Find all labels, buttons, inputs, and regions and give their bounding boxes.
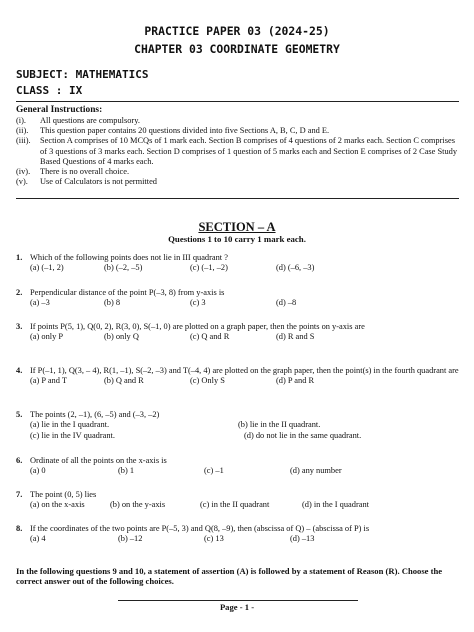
option-d: (d) –8 xyxy=(276,298,297,308)
options-row xyxy=(30,376,459,386)
section-title: SECTION – A xyxy=(198,220,276,234)
option-c: (c) 13 xyxy=(204,534,224,544)
option-a: (a) (–1, 2) xyxy=(30,263,64,273)
question-text: Ordinate of all the points on the x-axis is xyxy=(30,456,167,465)
question-5 xyxy=(16,410,459,441)
question-2 xyxy=(16,288,459,309)
option-a: (a) 0 xyxy=(30,466,46,476)
instruction-item xyxy=(16,136,459,167)
assertion-reason-note: In the following questions 9 and 10, a statement of assertion (A) is followed by a statement of Reason (R). Choose the correct answer out of the following choices. xyxy=(16,566,443,587)
section-subtitle: Questions 1 to 10 carry 1 mark each. xyxy=(168,234,306,244)
subject-label: SUBJECT: MATHEMATICS xyxy=(16,68,149,81)
options-row xyxy=(30,298,459,308)
option-d: (d) R and S xyxy=(276,332,315,342)
instructions-heading: General Instructions: xyxy=(16,105,103,115)
option-c: (c) (–1, –2) xyxy=(190,263,228,273)
instruction-text: There is no overall choice. xyxy=(40,167,130,177)
option-d: (d) do not lie in the same quadrant. xyxy=(244,430,362,440)
option-b: (b) 1 xyxy=(118,466,135,476)
options-row xyxy=(30,420,459,430)
option-b: (b) on the y-axis xyxy=(110,500,166,510)
question-7 xyxy=(16,490,459,511)
option-b: (b) only Q xyxy=(104,332,139,342)
option-c: (c) in the II quadrant xyxy=(200,500,270,510)
question-text: The points (2, –1), (6, –5) and (–3, –2) xyxy=(30,410,160,419)
option-a: (a) –3 xyxy=(30,298,50,308)
instruction-text: This question paper contains 20 questions divided into five Sections A, B, C, D and E. xyxy=(40,126,330,136)
option-d: (d) (–6, –3) xyxy=(276,263,315,273)
question-number: 3. xyxy=(16,322,23,331)
instruction-number: (iii). xyxy=(16,136,31,146)
question-6 xyxy=(16,456,459,477)
page-number: Page - 1 - xyxy=(219,602,255,612)
option-c: (c) 3 xyxy=(190,298,206,308)
instruction-text: Section A comprises of 10 MCQs of 1 mark each. Section B comprises of 4 questions of 2 marks each. Section C comprises of 3 questions of 3 marks each. Section D comprises of 1 question of 5 marks each and Section E comprises of 2 Case Study Based Questions of 4 marks each. xyxy=(40,136,458,166)
question-text: If points P(5, 1), Q(0, 2), R(3, 0), S(–1, 0) are plotted on a graph paper, then the points on y-axis are xyxy=(30,322,365,331)
question-number: 6. xyxy=(16,456,23,465)
question-text: If the coordinates of the two points are P(–5, 3) and Q(8, –9), then (abscissa of Q) – (abscissa of P) is xyxy=(30,524,370,533)
chapter-title: CHAPTER 03 COORDINATE GEOMETRY xyxy=(134,42,340,56)
option-c: (c) Only S xyxy=(190,376,225,386)
instruction-item xyxy=(16,167,459,177)
option-b: (b) Q and R xyxy=(104,376,144,386)
option-d: (d) –13 xyxy=(290,534,315,544)
options-row xyxy=(30,534,459,544)
question-number: 4. xyxy=(16,366,23,375)
instruction-number: (v). xyxy=(16,177,28,187)
option-b: (b) (–2, –5) xyxy=(104,263,143,273)
question-number: 2. xyxy=(16,288,23,297)
options-row xyxy=(30,263,459,273)
option-b: (b) lie in the II quadrant. xyxy=(238,420,321,430)
option-c: (c) –1 xyxy=(204,466,224,476)
question-number: 8. xyxy=(16,524,23,533)
paper-title: PRACTICE PAPER 03 (2024-25) xyxy=(144,24,330,38)
option-c: (c) lie in the IV quadrant. xyxy=(30,430,115,440)
instruction-number: (i). xyxy=(16,116,26,125)
option-a: (a) on the x-axis xyxy=(30,500,85,510)
option-c: (c) Q and R xyxy=(190,332,230,342)
instruction-item xyxy=(16,116,459,126)
question-text: The point (0, 5) lies xyxy=(30,490,97,499)
instruction-item xyxy=(16,126,459,136)
question-number: 1. xyxy=(16,253,23,262)
option-d: (d) any number xyxy=(290,466,342,476)
question-text: Perpendicular distance of the point P(–3, 8) from y-axis is xyxy=(30,288,225,297)
divider-instructions xyxy=(16,198,459,199)
footer-divider xyxy=(118,600,358,601)
question-8 xyxy=(16,524,459,545)
question-text: Which of the following points does not lie in III quadrant ? xyxy=(30,253,228,262)
question-text: If P(–1, 1), Q(3, – 4), R(1, –1), S(–2, –3) and T(–4, 4) are plotted on the graph paper, then the point(s) in the fourth quadrant are xyxy=(30,366,459,375)
class-label: CLASS : IX xyxy=(16,84,83,97)
instruction-number: (ii). xyxy=(16,126,29,136)
option-b: (b) –12 xyxy=(118,534,143,544)
instructions-list xyxy=(16,116,459,187)
option-a: (a) 4 xyxy=(30,534,46,544)
question-3 xyxy=(16,322,459,343)
instruction-item xyxy=(16,177,459,187)
section-heading xyxy=(0,220,474,235)
option-a: (a) lie in the I quadrant. xyxy=(30,420,110,430)
question-4 xyxy=(16,366,459,387)
option-d: (d) in the I quadrant xyxy=(302,500,369,510)
option-a: (a) only P xyxy=(30,332,64,342)
instruction-text: All questions are compulsory. xyxy=(40,116,140,125)
options-row xyxy=(30,332,459,342)
question-1 xyxy=(16,253,459,274)
divider-top xyxy=(16,101,459,102)
instruction-text: Use of Calculators is not permitted xyxy=(40,177,157,187)
option-b: (b) 8 xyxy=(104,298,121,308)
option-d: (d) P and R xyxy=(276,376,315,386)
question-number: 7. xyxy=(16,490,23,499)
options-row xyxy=(30,431,459,441)
options-row xyxy=(30,500,459,510)
question-number: 5. xyxy=(16,410,23,419)
options-row xyxy=(30,466,459,476)
option-a: (a) P and T xyxy=(30,376,67,386)
instruction-number: (iv). xyxy=(16,167,31,177)
